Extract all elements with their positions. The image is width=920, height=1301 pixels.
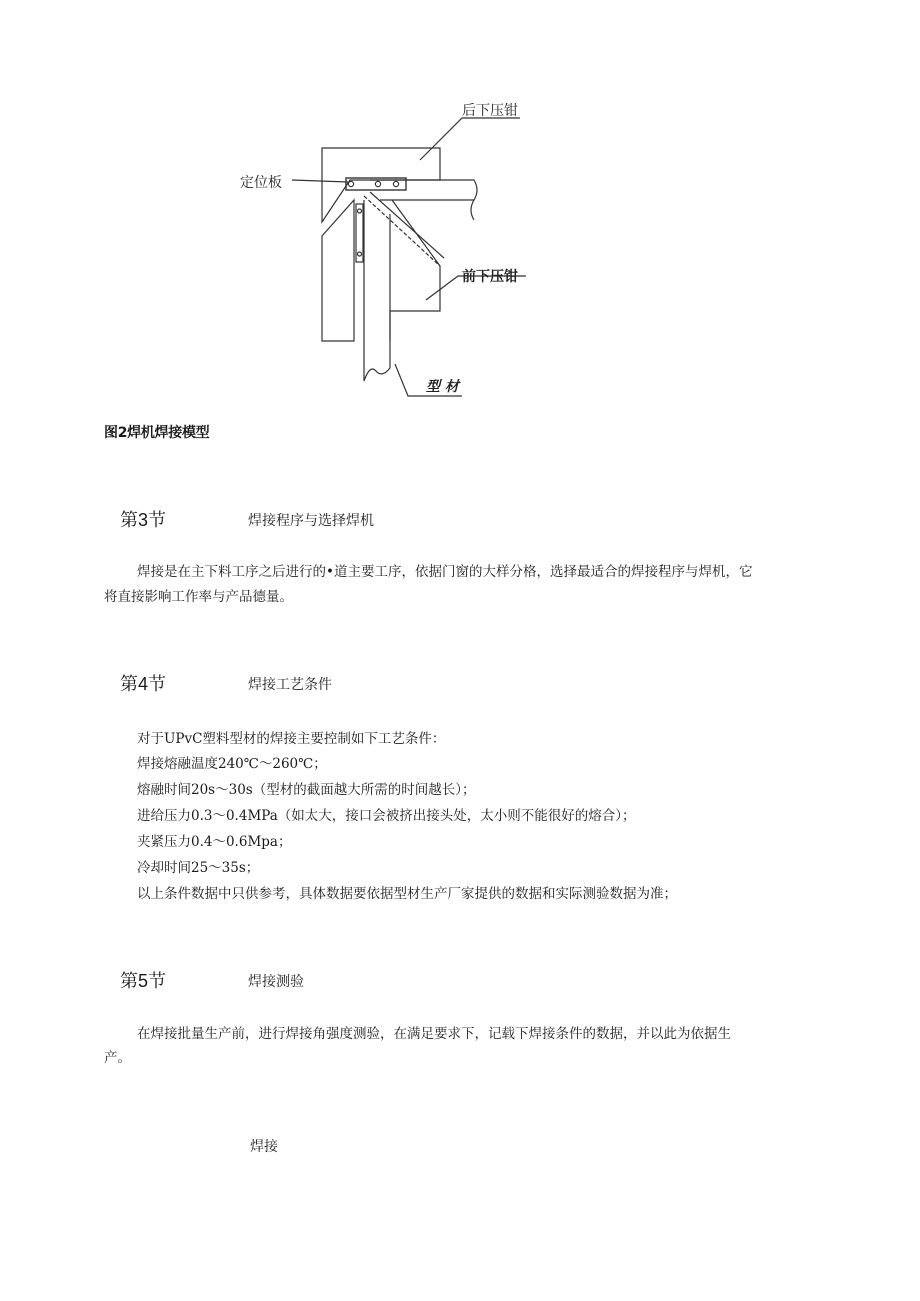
welding-diagram-svg	[230, 96, 550, 406]
condition-reference-note: 以上条件数据中只供参考，具体数据要依据型材生产厂家提供的数据和实际测验数据为准；	[137, 886, 677, 902]
section-3-paragraph-line-1: 焊接是在主下料工序之后进行的•道主要工序，依据门窗的大样分格，选择最适合的焊接程序与焊机，它	[137, 564, 753, 580]
condition-feed-pressure: 进给压力0.3～0.4MPa（如太大，接口会被挤出接头处，太小则不能很好的熔合）；	[137, 808, 636, 824]
section-3-paragraph-line-2: 将直接影响工作率与产品德量。	[104, 589, 293, 605]
rear-clamp-label: 后下压钳	[462, 103, 518, 119]
front-clamp-label: 前下压钳	[462, 269, 518, 285]
front-clamp-shape	[322, 200, 354, 341]
welding-machine-diagram	[230, 96, 550, 406]
section-4-number: 第4节	[120, 674, 167, 694]
locating-plate-label: 定位板	[240, 175, 282, 191]
section-5-number: 第5节	[120, 971, 167, 991]
section-5-paragraph-line-1: 在焊接批量生产前，进行焊接角强度测验，在满足要求下，记载下焊接条件的数据，并以此为依据生	[137, 1026, 731, 1042]
section-5-title: 焊接测验	[248, 974, 304, 990]
profile-label: 型 材	[426, 379, 459, 395]
section-5-paragraph-line-2: 产。	[104, 1050, 131, 1066]
footer-heading: 焊接	[250, 1139, 278, 1155]
section-3-number: 第3节	[120, 510, 167, 530]
condition-cooling-time: 冷却时间25～35s；	[137, 860, 260, 876]
section-4-title: 焊接工艺条件	[248, 677, 332, 693]
condition-melt-time: 熔融时间20s～30s（型材的截面越大所需的时间越长）；	[137, 782, 476, 798]
condition-clamp-pressure: 夹紧压力0.4～0.6Mpa；	[137, 834, 292, 850]
section-3-title: 焊接程序与选择焊机	[248, 513, 374, 529]
profile-bar	[364, 200, 390, 381]
section-4-intro: 对于UPvC塑料型材的焊接主要控制如下工艺条件：	[137, 731, 446, 747]
condition-temperature: 焊接熔融温度240℃～260℃；	[137, 756, 327, 772]
figure-caption: 图2焊机焊接模型	[104, 425, 210, 441]
